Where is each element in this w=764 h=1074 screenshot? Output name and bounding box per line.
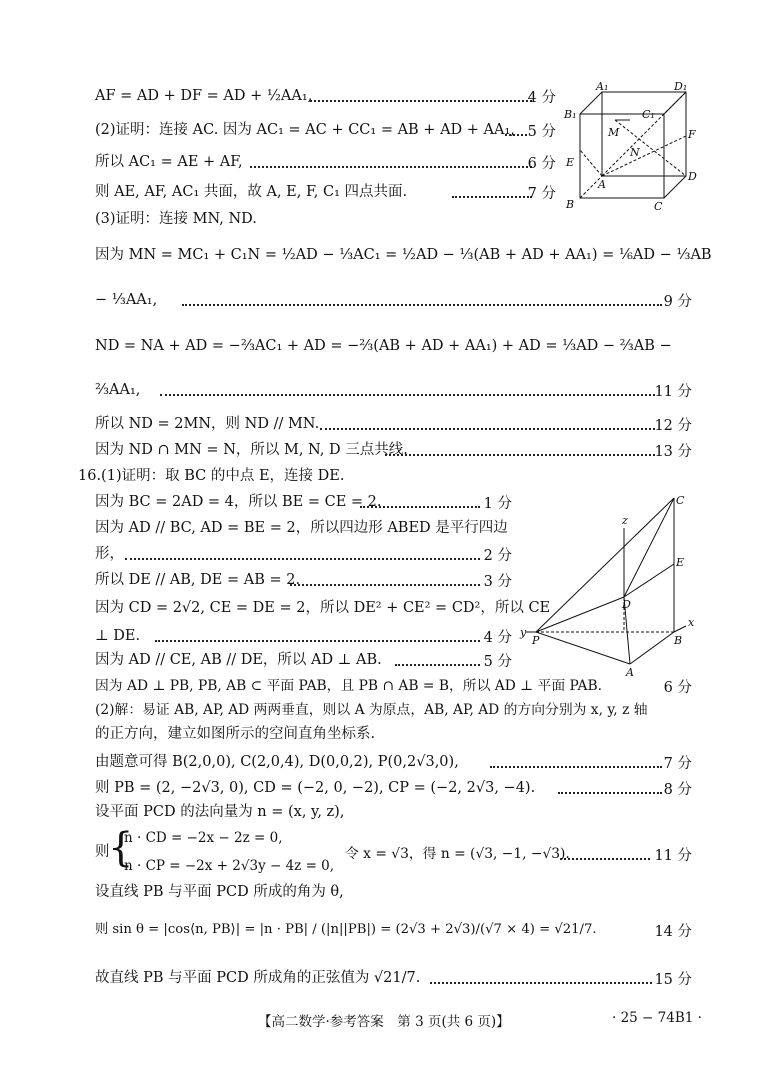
dot-leader xyxy=(160,394,655,396)
score-label: 4 分 xyxy=(527,90,556,106)
vertex-label: C xyxy=(654,200,663,213)
step-line: 因为 AD // BC, AD = BE = 2，所以四边形 ABED 是平行四边 xyxy=(95,520,508,536)
question-heading: 16.(1)证明：取 BC 的中点 E，连接 DE. xyxy=(78,468,345,484)
score-label: 14 分 xyxy=(654,924,692,940)
step-line: 所以 ND = 2MN，则 ND // MN. xyxy=(95,416,320,432)
step-line: 令 x = √3，得 n = (√3, −1, −√3). xyxy=(345,846,570,862)
step-line: 由题意可得 B(2,0,0), C(2,0,4), D(0,0,2), P(0,2√3,0), xyxy=(95,754,459,770)
score-label: 11 分 xyxy=(654,848,692,864)
vertex-label: A₁ xyxy=(596,80,609,93)
vertex-label: D₁ xyxy=(674,80,688,93)
cube-figure xyxy=(560,80,700,215)
equation-row: n · CP = −2x + 2√3y − 4z = 0, xyxy=(124,858,335,874)
step-line: 形， xyxy=(95,546,124,562)
dot-leader xyxy=(490,766,662,768)
step-line: 则 sin θ = |cos⟨n, PB⟩| = |n · PB| / (|n||PB|) = (2√3 + 2√3)/(√7 × 4) = √21/7. xyxy=(95,922,597,937)
vertex-label: N xyxy=(630,146,640,159)
score-label: 5 分 xyxy=(527,124,556,140)
vertex-label: E xyxy=(566,156,575,169)
dot-leader xyxy=(182,304,662,306)
step-line: 因为 ND ∩ MN = N，所以 M, N, D 三点共线. xyxy=(95,442,408,458)
step-line: − ⅓AA₁, xyxy=(95,292,158,308)
step-line: 因为 AD // CE, AB // DE，所以 AD ⊥ AB. xyxy=(95,652,382,668)
score-label: 15 分 xyxy=(654,972,692,988)
vertex-label: A xyxy=(598,178,606,191)
step-line: 设平面 PCD 的法向量为 n = (x, y, z), xyxy=(95,804,345,820)
step-line: 的正方向，建立如图所示的空间直角坐标系. xyxy=(95,726,376,742)
step-line: AF = AD + DF = AD + ½AA₁, xyxy=(95,88,313,104)
footer-code: · 25 − 74B1 · xyxy=(612,1010,702,1026)
axis-label: z xyxy=(622,514,628,527)
step-line: 因为 BC = 2AD = 4，所以 BE = CE = 2. xyxy=(95,494,382,510)
step-line: 所以 AC₁ = AE + AF, xyxy=(95,154,243,170)
axis-label: y xyxy=(520,626,527,639)
step-line: ND = NA + AD = −⅔AC₁ + AD = −⅔(AB + AD + AA₁) + AD = ⅓AD − ⅔AB − xyxy=(95,338,672,354)
vertex-label: M xyxy=(608,126,620,139)
step-line: 则 PB = (2, −2√3, 0), CD = (−2, 0, −2), CP = (−2, 2√3, −4). xyxy=(95,780,536,796)
step-line: (2)解：易证 AB, AP, AD 两两垂直，则以 A 为原点，AB, AP, AD 的方向分别为 x, y, z 轴 xyxy=(95,702,648,718)
vertex-label: A xyxy=(626,666,634,679)
dot-leader xyxy=(250,166,532,168)
step-line: 因为 CD = 2√2, CE = DE = 2，所以 DE² + CE² = CD²，所以 CE xyxy=(95,600,551,616)
dot-leader xyxy=(385,454,655,456)
dot-leader xyxy=(360,506,480,508)
step-line: (3)证明：连接 MN, ND. xyxy=(95,211,257,227)
dot-leader xyxy=(155,640,480,642)
vertex-label: B xyxy=(674,634,683,647)
dot-leader xyxy=(395,664,480,666)
step-line: 因为 MN = MC₁ + C₁N = ½AD − ⅓AC₁ = ½AD − ⅓(AB + AD + AA₁) = ⅙AD − ⅓AB xyxy=(95,247,712,263)
score-label: 5 分 xyxy=(483,654,512,670)
vertex-label: B xyxy=(566,198,575,211)
dot-leader xyxy=(320,428,655,430)
score-label: 13 分 xyxy=(654,444,692,460)
dot-leader xyxy=(125,558,480,560)
vertex-label: D xyxy=(622,598,631,611)
step-line: 所以 DE // AB, DE = AB = 2. xyxy=(95,572,301,588)
step-line: 设直线 PB 与平面 PCD 所成的角为 θ, xyxy=(95,884,344,900)
dot-leader xyxy=(310,100,532,102)
score-label: 9 分 xyxy=(663,294,692,310)
step-line: 故直线 PB 与平面 PCD 所成角的正弦值为 √21/7. xyxy=(95,970,421,986)
score-label: 7 分 xyxy=(527,186,556,202)
vertex-label: C₁ xyxy=(642,108,655,121)
score-label: 2 分 xyxy=(483,548,512,564)
step-line: ⅔AA₁, xyxy=(95,382,141,398)
vertex-label: F xyxy=(688,128,696,141)
vertex-label: B₁ xyxy=(564,108,577,121)
score-label: 6 分 xyxy=(663,680,692,696)
axis-label: x xyxy=(688,616,695,629)
score-label: 11 分 xyxy=(654,384,692,400)
pyramid-figure xyxy=(518,492,698,682)
step-line: ⊥ DE. xyxy=(95,628,141,644)
equation-row: n · CD = −2x − 2z = 0, xyxy=(124,830,283,846)
score-label: 6 分 xyxy=(527,156,556,172)
step-line: 因为 AD ⊥ PB, PB, AB ⊂ 平面 PAB，且 PB ∩ AB = B，所以 AD ⊥ 平面 PAB. xyxy=(95,678,603,694)
brace: { xyxy=(108,825,134,871)
score-label: 3 分 xyxy=(483,574,512,590)
step-line: 则 AE, AF, AC₁ 共面，故 A, E, F, C₁ 四点共面. xyxy=(95,184,408,200)
vertex-label: C xyxy=(676,494,685,507)
score-label: 1 分 xyxy=(483,496,512,512)
vertex-label: D xyxy=(688,170,697,183)
score-label: 8 分 xyxy=(663,782,692,798)
score-label: 7 分 xyxy=(663,756,692,772)
footer-title: 【高二数学·参考答案 第 3 页(共 6 页)】 xyxy=(258,1014,510,1030)
vertex-label: E xyxy=(676,556,685,569)
score-label: 4 分 xyxy=(483,630,512,646)
score-label: 12 分 xyxy=(654,418,692,434)
dot-leader xyxy=(290,584,480,586)
step-line: (2)证明：连接 AC. 因为 AC₁ = AC + CC₁ = AB + AD + AA₁, xyxy=(95,122,515,138)
dot-leader xyxy=(558,792,662,794)
dot-leader xyxy=(430,982,652,984)
step-line: 则 xyxy=(95,844,110,860)
dot-leader xyxy=(560,858,650,860)
vertex-label: P xyxy=(532,634,540,647)
